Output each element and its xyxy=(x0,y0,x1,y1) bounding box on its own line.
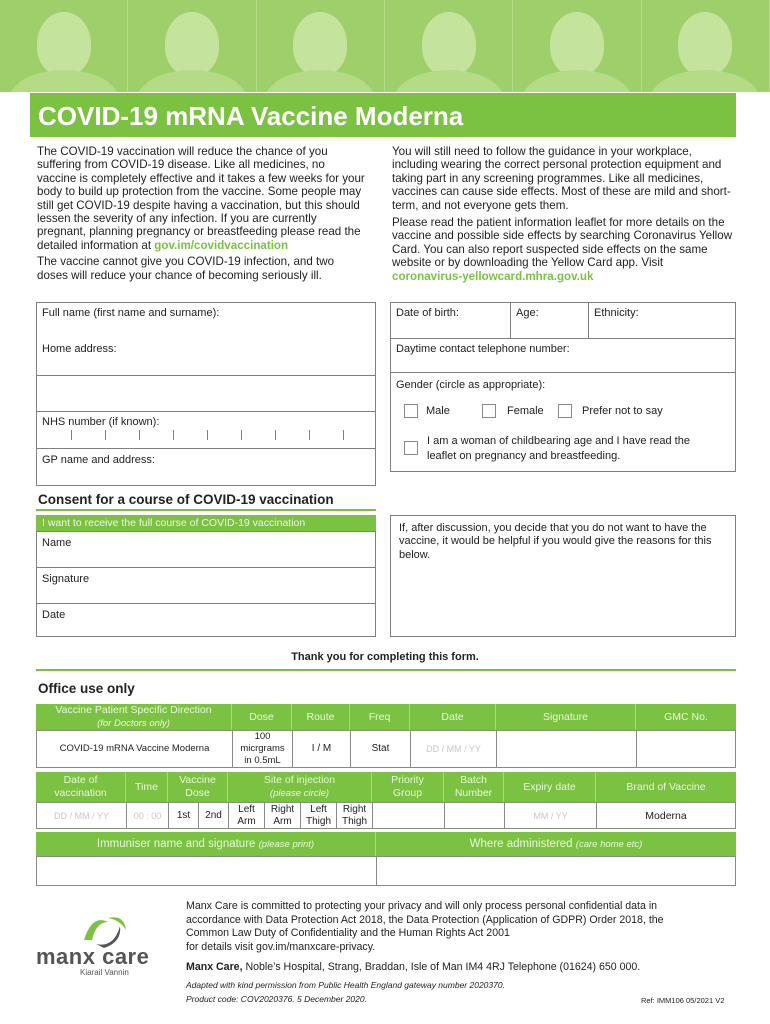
logo-text: manx care xyxy=(36,944,150,969)
brand-header: Brand of Vaccine xyxy=(596,772,736,802)
female-label: Female xyxy=(507,405,544,417)
time-header: Time xyxy=(126,772,168,802)
right-thigh-option[interactable]: Right Thigh xyxy=(336,802,373,829)
person-photo xyxy=(0,0,128,92)
full-name-field[interactable]: Full name (first name and surname): xyxy=(42,307,220,319)
nhs-number-field[interactable]: NHS number (if known): xyxy=(42,416,160,428)
person-photo xyxy=(642,0,770,92)
prefer-not-checkbox[interactable] xyxy=(558,404,572,418)
person-photo xyxy=(257,0,385,92)
expiry-field[interactable]: MM / YY xyxy=(504,802,597,829)
where-field[interactable] xyxy=(376,856,736,886)
intro-left xyxy=(37,145,367,282)
female-checkbox[interactable] xyxy=(482,404,496,418)
page-title: COVID-19 mRNA Vaccine Moderna xyxy=(38,101,464,131)
signature-header: Signature xyxy=(496,704,636,730)
vpsd-header: Vaccine Patient Specific Direction (for Doctors only) xyxy=(36,704,232,730)
yellowcard-link[interactable]: coronavirus-yellowcard.mhra.gov.uk xyxy=(392,269,594,283)
gov-link[interactable]: gov.im/covidvaccination xyxy=(154,238,289,252)
person-photo xyxy=(513,0,641,92)
dob-field[interactable]: Date of birth: xyxy=(396,307,459,319)
adapted-note: Adapted with kind permission from Public Health England gateway number 2020370. xyxy=(186,980,505,990)
age-field[interactable]: Age: xyxy=(516,307,539,319)
person-photo xyxy=(128,0,256,92)
manx-care-logo xyxy=(36,908,176,980)
gmc-header: GMC No. xyxy=(636,704,736,730)
vpsd-date-field[interactable]: DD / MM / YY xyxy=(410,730,497,768)
vaccine-dose-header: Vaccine Dose xyxy=(168,772,228,802)
divider xyxy=(36,669,736,671)
dose-2nd-option[interactable]: 2nd xyxy=(198,802,229,829)
reference-code: Ref: IMM106 05/2021 V2 xyxy=(641,996,725,1005)
childbearing-label-2: leaflet on pregnancy and breastfeeding. xyxy=(427,450,621,462)
dose-header: Dose xyxy=(232,704,292,730)
office-title: Office use only xyxy=(38,681,135,696)
batch-header: Batch Number xyxy=(444,772,504,802)
where-header: Where administered (care home etc) xyxy=(376,832,736,856)
intro-paragraph: You will still need to follow the guidance in your workplace, including wearing the correct personal protection equipment and taking part in any screening programmes. Like all medicines, vaccines can cause side effects. Most of these are mild and short-term, and not everyone gets them. xyxy=(392,145,731,212)
intro-paragraph: Please read the patient information leaflet for more details on the vaccine and possible side effects by searching Coronavirus Yellow Card. You can also report suspected side effects on the same website or by downloading the Yellow Card app. Visit coronavirus-yellowcard.mhra.gov.uk xyxy=(392,216,733,283)
vaccination-date-header: Date of vaccination xyxy=(36,772,126,802)
route-cell: I / M xyxy=(292,730,351,768)
vaccination-date-field[interactable]: DD / MM / YY xyxy=(36,802,127,829)
logo-subtext: Kiarail Vannin xyxy=(80,968,129,977)
decline-text: If, after discussion, you decide that you do not want to have the vaccine, it would be helpful if you would give the reasons for this below. xyxy=(399,522,712,561)
dose-cell: 100 micrgrams in 0.5mL xyxy=(232,730,293,768)
left-arm-option[interactable]: Left Arm xyxy=(228,802,265,829)
immuniser-header: Immuniser name and signature (please print) xyxy=(36,832,376,856)
ethnicity-field[interactable]: Ethnicity: xyxy=(594,307,639,319)
gp-field[interactable]: GP name and address: xyxy=(42,454,155,466)
header-photo-strip xyxy=(0,0,770,92)
freq-cell: Stat xyxy=(350,730,411,768)
male-label: Male xyxy=(426,405,450,417)
vaccine-name-cell: COVID-19 mRNA Vaccine Moderna xyxy=(36,730,233,768)
site-header: Site of injection (please circle) xyxy=(228,772,372,802)
consent-name-field[interactable]: Name xyxy=(42,537,72,549)
consent-title: Consent for a course of COVID-19 vaccination xyxy=(38,492,334,507)
thanks-text: Thank you for completing this form. xyxy=(291,651,479,663)
person-photo xyxy=(385,0,513,92)
childbearing-label: I am a woman of childbearing age and I have read the xyxy=(427,435,690,447)
male-checkbox[interactable] xyxy=(404,404,418,418)
gmc-field[interactable] xyxy=(636,730,736,768)
address-line: Manx Care, Noble’s Hospital, Strang, Braddan, Isle of Man IM4 4RJ Telephone (01624) 650 000. xyxy=(186,961,641,973)
home-address-field[interactable]: Home address: xyxy=(42,343,117,355)
priority-header: Priority Group xyxy=(372,772,444,802)
gender-label: Gender (circle as appropriate): xyxy=(396,379,546,391)
product-code: Product code: COV2020376. 5 December 2020. xyxy=(186,994,367,1004)
title-bar xyxy=(30,93,736,137)
route-header: Route xyxy=(292,704,350,730)
phone-field[interactable]: Daytime contact telephone number: xyxy=(396,343,570,355)
consent-signature-field[interactable]: Signature xyxy=(42,573,90,585)
divider xyxy=(36,509,376,511)
consent-date-field[interactable]: Date xyxy=(42,609,66,621)
prefer-not-label: Prefer not to say xyxy=(582,405,663,417)
freq-header: Freq xyxy=(350,704,410,730)
date-header: Date xyxy=(410,704,496,730)
time-field[interactable]: 00 : 00 xyxy=(126,802,169,829)
intro-right xyxy=(392,145,736,283)
consent-header: I want to receive the full course of COVID-19 vaccination xyxy=(36,515,376,531)
intro-paragraph: The vaccine cannot give you COVID-19 infection, and two doses will reduce your chance of becoming seriously ill. xyxy=(37,255,335,282)
privacy-notice: Manx Care is committed to protecting your privacy and will only process personal confidential data in accordance with Data Protection Act 2018, the Data Protection (Application of GDPR) Order 2018, the Common Law Duty of Confidentiality and the Human Rights Act 2001 for details visit gov.im/manxcare-privacy. xyxy=(186,900,664,953)
right-arm-option[interactable]: Right Arm xyxy=(264,802,301,829)
childbearing-checkbox[interactable] xyxy=(404,441,418,455)
immuniser-field[interactable] xyxy=(36,856,377,886)
left-thigh-option[interactable]: Left Thigh xyxy=(300,802,337,829)
expiry-header: Expiry date xyxy=(504,772,596,802)
intro-paragraph: The COVID-19 vaccination will reduce the chance of you suffering from COVID-19 disease. Like all medicines, no vaccine is completely effective and it takes a few weeks for your body to build up protection from the vaccine. Some people may still get COVID-19 despite having a vaccination, but this should lessen the severity of any infection. If you are currently pregnant, planning pregnancy or breastfeeding please read the detailed information at gov.im/covidvaccination xyxy=(37,145,365,252)
vpsd-signature-field[interactable] xyxy=(496,730,637,768)
priority-field[interactable] xyxy=(372,802,445,829)
batch-field[interactable] xyxy=(444,802,505,829)
brand-cell: Moderna xyxy=(596,802,736,829)
dose-1st-option[interactable]: 1st xyxy=(168,802,199,829)
